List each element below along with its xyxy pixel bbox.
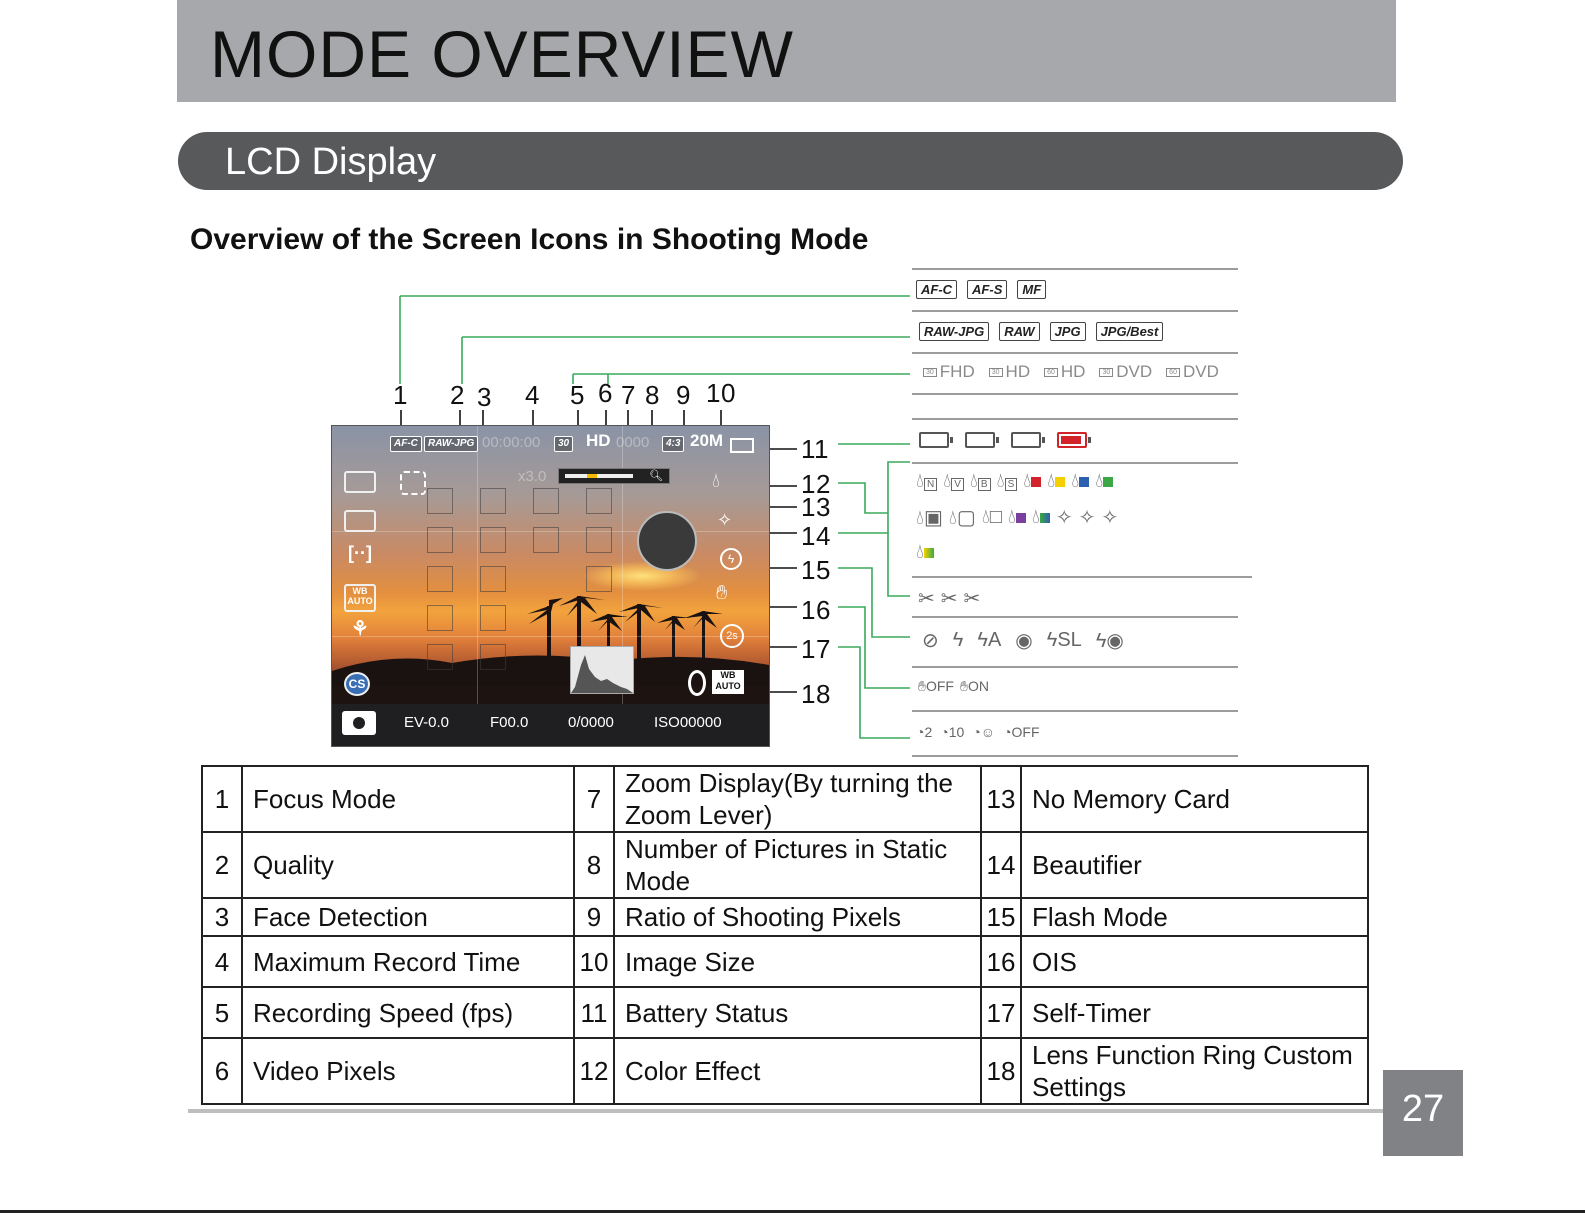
video-hd60-icon (1044, 362, 1085, 382)
color-effect-frame-icon: 💧︎▢ (948, 507, 976, 529)
beautifier-3-icon: ✂︎ (963, 588, 981, 610)
callout-number: 7 (621, 380, 636, 410)
zoom-track (565, 474, 633, 478)
item-number: 8 (574, 832, 614, 898)
page-title: MODE OVERVIEW (210, 17, 794, 91)
panel-divider (912, 576, 1252, 578)
leader-15 (838, 568, 910, 637)
item-label: Image Size (614, 936, 981, 987)
item-label: Maximum Record Time (242, 936, 574, 987)
color-effect-icons-row-3 (916, 541, 934, 564)
leader-14-b (888, 533, 910, 596)
item-label: Number of Pictures in Static Mode (614, 832, 981, 898)
focus-mode-icons (916, 280, 1046, 299)
item-number: 10 (574, 936, 614, 987)
battery-full-icon (919, 432, 949, 448)
continuous-af-icon: [··] (348, 543, 372, 563)
color-effect-icons-row-1 (916, 470, 1113, 493)
item-number: 1 (202, 766, 242, 832)
item-number: 18 (981, 1038, 1021, 1104)
table-row (202, 987, 1368, 1038)
item-number: 6 (202, 1038, 242, 1104)
picture-count: 0000 (616, 434, 650, 451)
metering-icon (344, 471, 376, 493)
item-label: Beautifier (1021, 832, 1368, 898)
flash-on-icon: ϟ (952, 629, 964, 651)
fps-mini: 30 (1099, 368, 1113, 377)
effect-code: B (978, 478, 991, 491)
video-mode-label: HD (1005, 362, 1031, 381)
timer-label: OFF (1011, 724, 1040, 740)
beautifier-2-icon: ✂︎ (940, 588, 958, 610)
callout-number: 12 (801, 469, 831, 499)
fps-mini: 30 (989, 368, 1003, 377)
af-s-icon: AF-S (967, 280, 1007, 299)
beautifier-skin-icon: ✧ (1055, 507, 1073, 529)
battery-icon (730, 438, 754, 453)
quality-badge: RAW-JPG (424, 436, 478, 452)
histogram (570, 646, 634, 694)
footer-rule (0, 1210, 1585, 1213)
color-effect-blue-icon: 💧︎ (1071, 470, 1089, 493)
color-effect-vignette-icon: 💧︎▣ (916, 507, 943, 529)
beautifier-eye-icon: ✧ (1078, 507, 1096, 529)
fps-mini: 60 (1044, 368, 1058, 377)
zoom-bar (558, 468, 670, 484)
zoom-value: x3.0 (518, 468, 547, 485)
video-pixels: HD (586, 431, 611, 450)
item-number: 15 (981, 898, 1021, 936)
panel-divider (912, 710, 1238, 712)
af-point (533, 488, 559, 514)
video-dvd30-icon (1099, 362, 1152, 382)
af-point (586, 566, 612, 592)
callout-number: 14 (801, 521, 831, 551)
item-label: OIS (1021, 936, 1368, 987)
timer-10s-icon: ◔10 (940, 724, 965, 740)
callout-number: 6 (598, 378, 613, 408)
panel-divider (912, 616, 1238, 618)
timer-face-icon: ◔☺ (972, 724, 996, 740)
af-point (586, 488, 612, 514)
self-timer-icons (916, 724, 1040, 740)
af-point (533, 527, 559, 553)
panel-divider (912, 418, 1238, 420)
af-point (427, 566, 453, 592)
ois-icon: ✋︎ (716, 582, 728, 604)
item-label: Flash Mode (1021, 898, 1368, 936)
item-label: No Memory Card (1021, 766, 1368, 832)
table-row (202, 936, 1368, 987)
af-point (586, 527, 612, 553)
item-label: Lens Function Ring Custom Settings (1021, 1038, 1368, 1104)
beautifier-icon: ✧ (717, 510, 733, 530)
lcd-screen (331, 425, 770, 747)
af-point (480, 605, 506, 631)
record-time: 00:00:00 (482, 434, 541, 451)
item-label: Recording Speed (fps) (242, 987, 574, 1038)
battery-icons (919, 432, 1087, 448)
item-label: Ratio of Shooting Pixels (614, 898, 981, 936)
item-number: 7 (574, 766, 614, 832)
aperture-value: F00.0 (490, 714, 529, 731)
flash-mode-icons (922, 628, 1124, 653)
callout-number: 11 (801, 434, 829, 464)
beautifier-1-icon: ✂︎ (918, 588, 935, 610)
flash-off-icon: ⊘ (922, 630, 939, 652)
af-point (427, 527, 453, 553)
battery-low-icon (1011, 432, 1041, 448)
item-number: 4 (202, 936, 242, 987)
no-memory-card-icon (637, 511, 697, 571)
ratio-badge: 4:3 (662, 436, 684, 452)
callout-number: 8 (645, 380, 660, 410)
color-effect-multi-icon: 💧︎ (1032, 506, 1050, 529)
item-label: Face Detection (242, 898, 574, 936)
timer-label: 10 (948, 724, 965, 740)
af-point (480, 566, 506, 592)
macro-icon: ⚘ (351, 618, 369, 640)
bottom-rule (188, 1109, 1388, 1113)
panel-divider (912, 666, 1238, 668)
raw-icon: RAW (999, 322, 1039, 341)
item-label: Battery Status (614, 987, 981, 1038)
video-mode-label: HD (1060, 362, 1086, 381)
shutter-value: 0/0000 (568, 714, 614, 731)
leader-12 (838, 483, 888, 513)
item-label: Quality (242, 832, 574, 898)
color-effect-mosaic-icon: 💧︎ (916, 541, 934, 564)
af-point (427, 644, 453, 670)
af-point (427, 605, 453, 631)
ois-off-icon: ✋︎OFF (918, 678, 954, 694)
callout-number: 1 (393, 380, 408, 410)
item-number: 2 (202, 832, 242, 898)
battery-empty-icon (1057, 432, 1087, 448)
video-dvd60-icon (1166, 362, 1219, 382)
jpg-best-icon: JPG/Best (1096, 322, 1164, 341)
table-row (202, 766, 1368, 832)
video-mode-label: DVD (1182, 362, 1219, 381)
color-effect-s-icon: 💧︎ S (997, 470, 1018, 493)
table-row (202, 1038, 1368, 1104)
timer-off-icon: ◔OFF (1003, 724, 1040, 740)
callout-number: 2 (450, 380, 465, 410)
flash-slow-sync-icon: ϟSL (1046, 629, 1082, 651)
item-number: 3 (202, 898, 242, 936)
self-timer-icon: 2s (720, 624, 744, 648)
item-label: Color Effect (614, 1038, 981, 1104)
iso-value: ISO00000 (654, 714, 722, 731)
callout-number: 18 (801, 679, 831, 709)
video-mode-label: DVD (1116, 362, 1153, 381)
page-number: 27 (1401, 1088, 1445, 1130)
raw-jpg-icon: RAW-JPG (919, 322, 989, 341)
table-row (202, 832, 1368, 898)
panel-divider (912, 310, 1238, 312)
grid-line (332, 636, 769, 637)
item-number: 16 (981, 936, 1021, 987)
color-effect-square-icon: 💧︎□ (981, 506, 1002, 528)
image-size: 20M (690, 431, 724, 450)
focus-mode-badge: AF-C (390, 436, 422, 452)
color-effect-n-icon: 💧︎ N (916, 470, 937, 493)
effect-code: V (951, 478, 964, 491)
timer-label: 2 (924, 724, 933, 740)
color-effect-v-icon: 💧︎ V (943, 470, 964, 493)
flash-slow-redeye-icon: ϟ◉ (1095, 630, 1124, 652)
panel-divider (912, 268, 1238, 270)
color-effect-red-icon: 💧︎ (1023, 470, 1041, 493)
beautifier-face-icon: ✧ (1101, 507, 1119, 529)
face-detection-icon (400, 471, 426, 495)
item-number: 11 (574, 987, 614, 1038)
leader-17 (838, 647, 910, 738)
zoom-level-indicator (587, 474, 597, 478)
legend-table (201, 765, 1369, 1105)
flash-redeye-icon: ◉ (1015, 630, 1033, 652)
callout-number: 17 (801, 634, 831, 664)
grid-line (477, 426, 478, 746)
panel-divider (912, 462, 1238, 464)
callout-number: 15 (801, 555, 831, 585)
quality-icons (919, 322, 1163, 341)
panel-divider (912, 393, 1238, 395)
callout-number: 9 (676, 380, 691, 410)
custom-settings-icon: CS (344, 672, 370, 696)
item-label: Focus Mode (242, 766, 574, 832)
callout-number: 13 (801, 492, 831, 522)
af-point (427, 488, 453, 514)
effect-code: N (924, 478, 937, 491)
flash-auto-icon: ϟA (977, 629, 1002, 651)
callout-number: 10 (706, 378, 736, 408)
item-label: Zoom Display(By turning the Zoom Lever) (614, 766, 981, 832)
panel-divider (912, 352, 1238, 354)
item-number: 12 (574, 1038, 614, 1104)
color-effect-yellow-icon: 💧︎ (1047, 470, 1065, 493)
white-balance-icon: WB AUTO (344, 584, 376, 612)
color-effect-icons-row-2 (916, 505, 1118, 530)
video-mode-icons (923, 362, 1219, 382)
af-point (480, 488, 506, 514)
beautifier-icons (918, 586, 980, 611)
color-effect-purple-icon: 💧︎ (1008, 506, 1026, 529)
item-number: 14 (981, 832, 1021, 898)
section-title: LCD Display (225, 141, 437, 183)
ev-value: EV-0.0 (404, 714, 450, 731)
ois-label: OFF (925, 678, 954, 694)
palm-trees-illustration (332, 576, 769, 686)
af-area-icon (344, 510, 376, 532)
color-effect-b-icon: 💧︎ B (970, 470, 991, 493)
item-number: 17 (981, 987, 1021, 1038)
item-number: 9 (574, 898, 614, 936)
fps-badge: 30 (554, 436, 573, 452)
color-effect-icon: 💧︎ (712, 470, 720, 492)
jpg-icon: JPG (1050, 322, 1086, 341)
effect-code: S (1005, 478, 1018, 491)
item-label: Self-Timer (1021, 987, 1368, 1038)
subtitle: Overview of the Screen Icons in Shooting Mode (190, 223, 869, 256)
battery-medium-icon (965, 432, 995, 448)
video-mode-label: FHD (939, 362, 975, 381)
af-point (480, 527, 506, 553)
callout-number: 5 (570, 380, 585, 410)
ois-icons (918, 678, 989, 695)
af-c-icon: AF-C (916, 280, 957, 299)
leader-14 (838, 462, 910, 533)
callout-number: 3 (477, 382, 492, 412)
camera-mode-icon (342, 711, 376, 735)
ois-label: ON (967, 678, 989, 694)
item-number: 13 (981, 766, 1021, 832)
video-hd30-icon (989, 362, 1030, 382)
color-effect-green-icon: 💧︎ (1095, 470, 1113, 493)
ois-on-icon: ✋︎ON (959, 678, 989, 694)
table-row (202, 898, 1368, 936)
panel-divider (912, 755, 1238, 757)
fps-mini: 60 (1166, 368, 1180, 377)
histogram-curve (571, 647, 633, 693)
lens-ring-wb-icon: WB AUTO (712, 670, 744, 694)
callout-number: 4 (525, 380, 540, 410)
mf-icon: MF (1017, 280, 1046, 299)
item-number: 5 (202, 987, 242, 1038)
fps-mini: 30 (923, 368, 937, 377)
callout-number: 16 (801, 595, 831, 625)
magnifier-icon: 🔍︎ (649, 470, 663, 482)
af-point (480, 644, 506, 670)
lens-ring-icon (688, 670, 706, 696)
flash-mode-icon: ϟ (720, 548, 742, 570)
timer-2s-icon: ◔2 (916, 724, 933, 740)
video-fhd-icon (923, 362, 975, 382)
item-label: Video Pixels (242, 1038, 574, 1104)
